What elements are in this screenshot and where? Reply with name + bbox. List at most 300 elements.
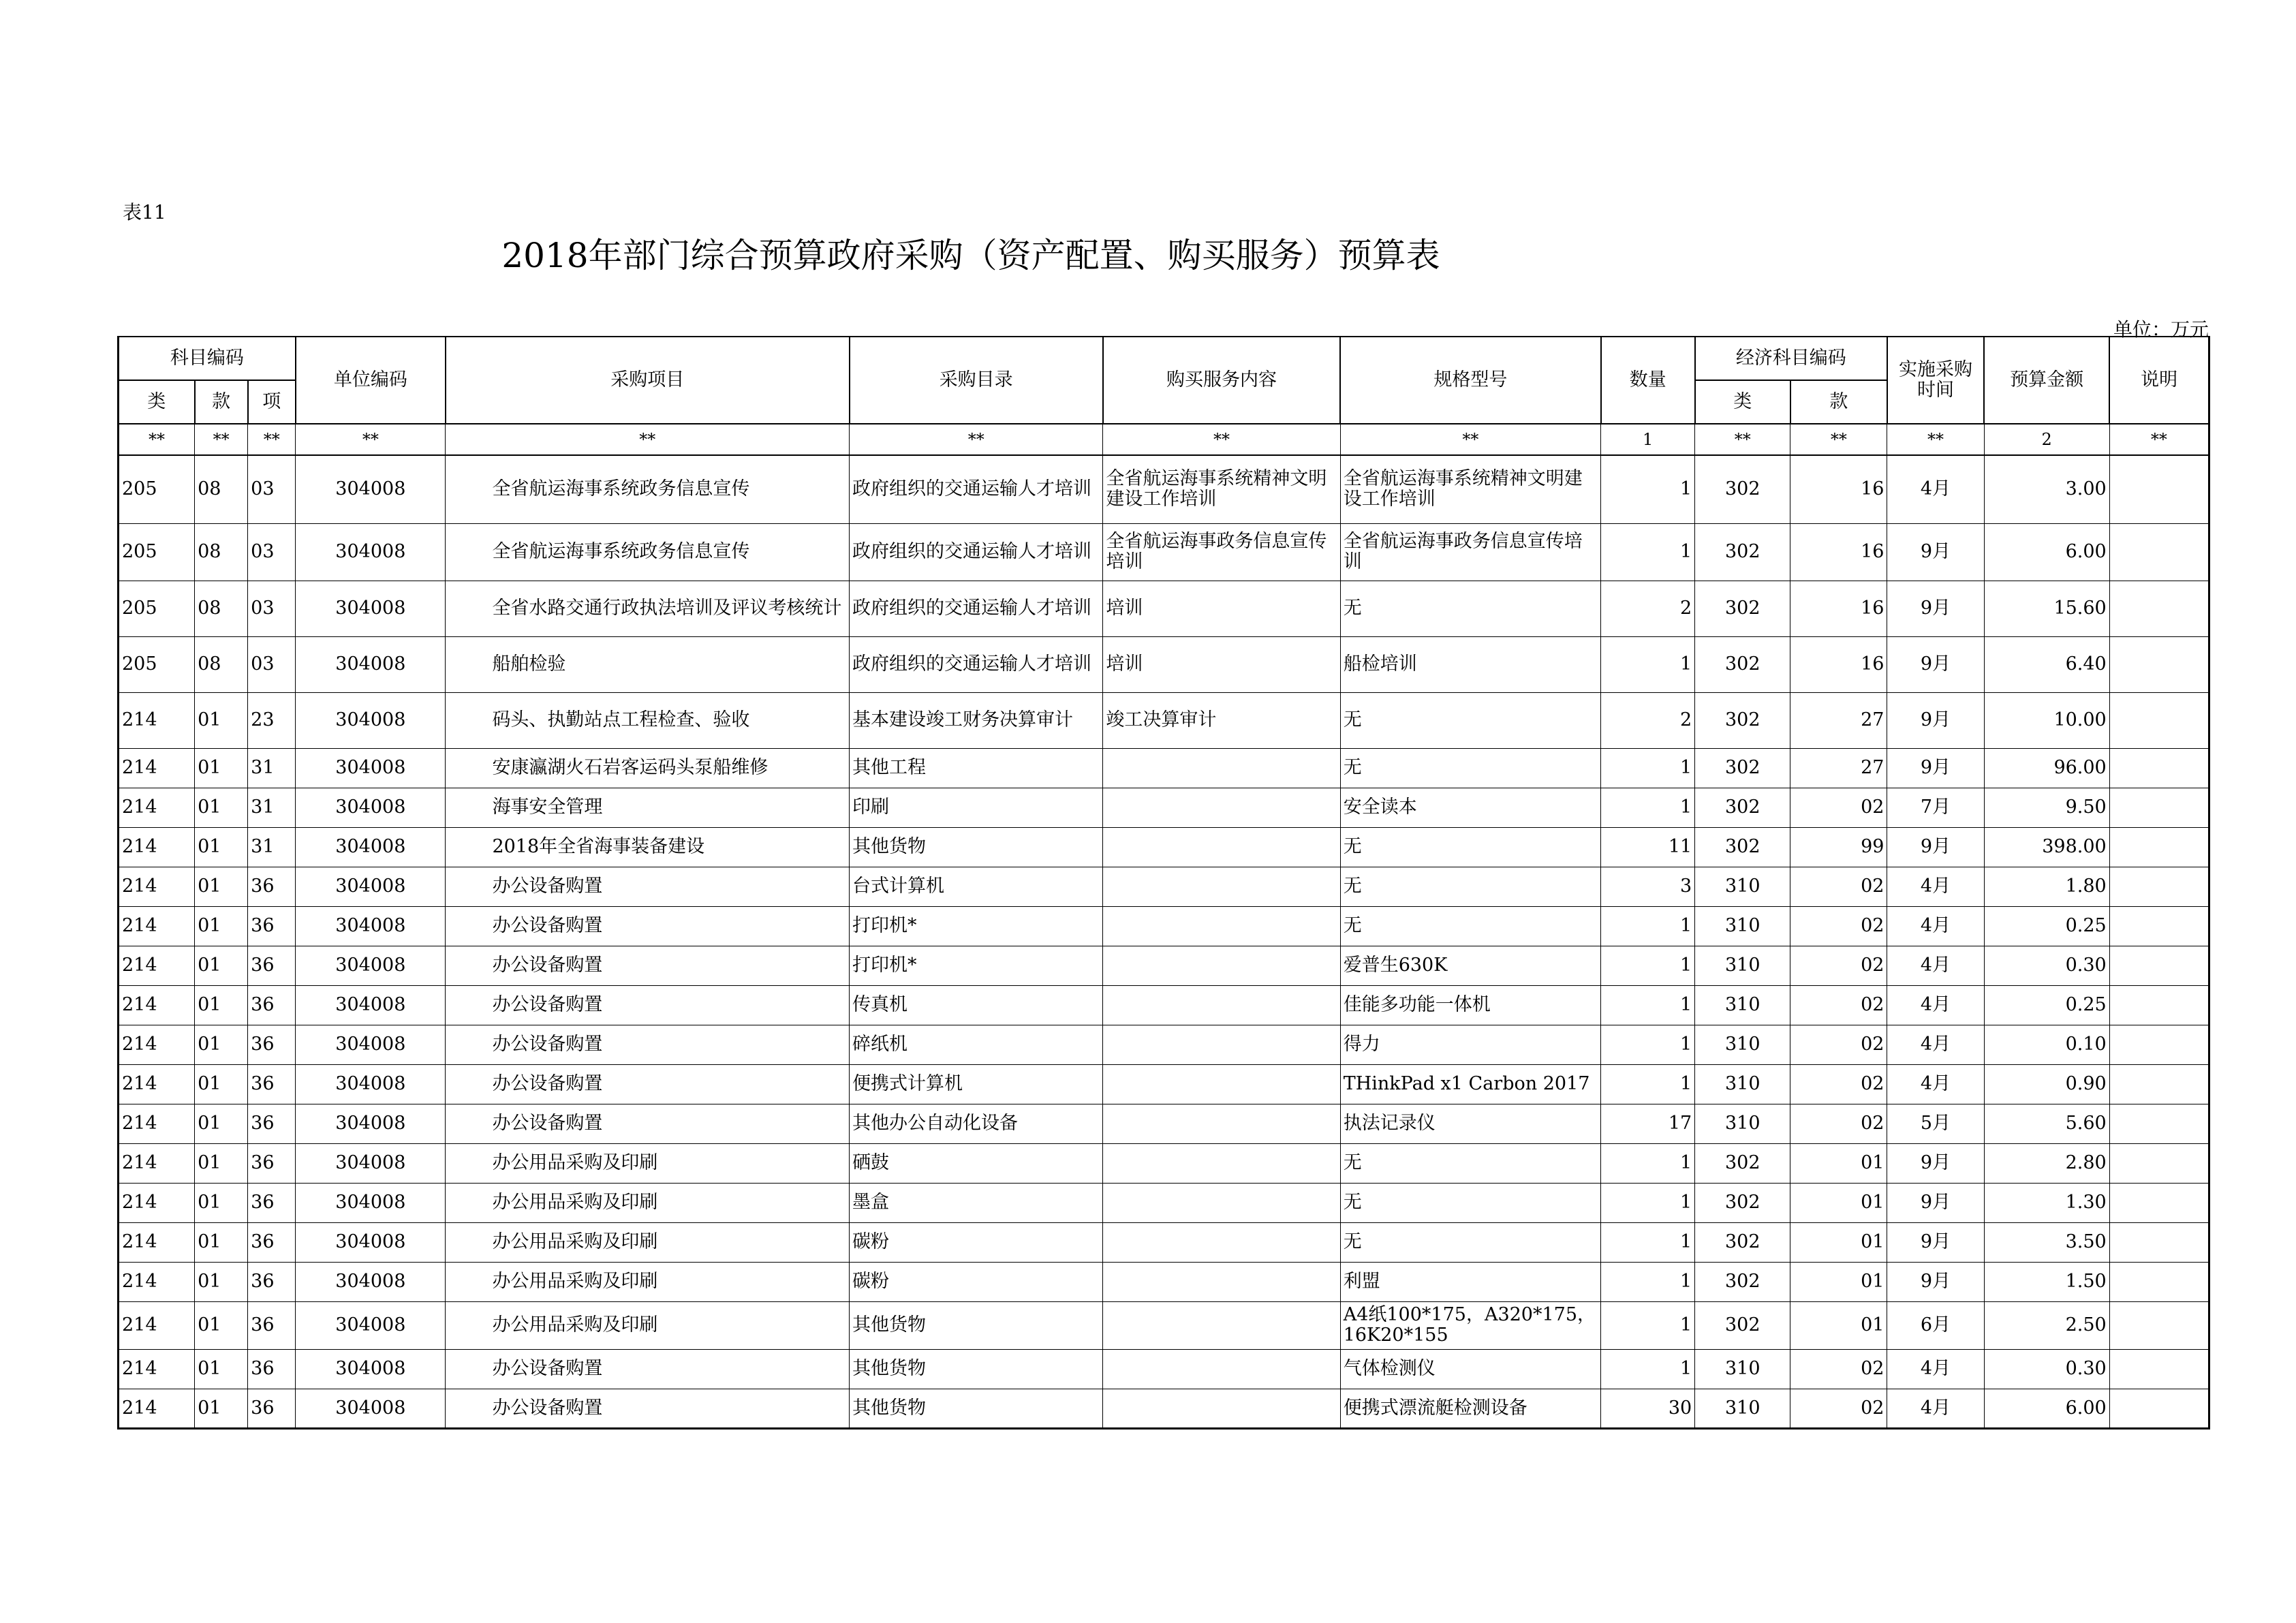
cell-amount: 0.90	[1984, 1064, 2109, 1104]
cell-service	[1103, 1143, 1340, 1183]
cell-time: 9月	[1887, 748, 1984, 788]
cell-note	[2109, 827, 2209, 867]
table-row	[119, 1104, 2209, 1143]
cell-note	[2109, 867, 2209, 906]
cell-project: 办公设备购置	[446, 867, 850, 906]
cell-service	[1103, 867, 1340, 906]
mark-cell: **	[1790, 424, 1887, 455]
cell-time: 4月	[1887, 946, 1984, 985]
cell-econ-lei: 302	[1695, 748, 1790, 788]
table-row	[119, 1064, 2209, 1104]
table-row	[119, 692, 2209, 748]
cell-project: 办公设备购置	[446, 906, 850, 946]
cell-catalog: 政府组织的交通运输人才培训	[850, 523, 1103, 581]
table-row	[119, 523, 2209, 581]
cell-amount: 5.60	[1984, 1104, 2109, 1143]
cell-econ-kuan: 02	[1790, 906, 1887, 946]
cell-time: 7月	[1887, 788, 1984, 827]
table-row	[119, 1349, 2209, 1389]
cell-amount: 6.40	[1984, 636, 2109, 692]
table-row	[119, 788, 2209, 827]
cell-unit-code: 304008	[296, 636, 446, 692]
cell-time: 4月	[1887, 1349, 1984, 1389]
cell-amount: 0.25	[1984, 906, 2109, 946]
cell-econ-kuan: 16	[1790, 581, 1887, 636]
mark-cell: **	[1887, 424, 1984, 455]
cell-lei: 214	[119, 1143, 195, 1183]
cell-spec: 便携式漂流艇检测设备	[1340, 1389, 1600, 1428]
cell-qty: 30	[1601, 1389, 1695, 1428]
cell-service	[1103, 1025, 1340, 1064]
cell-amount: 10.00	[1984, 692, 2109, 748]
cell-qty: 17	[1601, 1104, 1695, 1143]
col-catalog: 采购目录	[850, 337, 1103, 424]
cell-amount: 6.00	[1984, 523, 2109, 581]
cell-project: 办公设备购置	[446, 1349, 850, 1389]
cell-unit-code: 304008	[296, 692, 446, 748]
cell-econ-lei: 302	[1695, 523, 1790, 581]
cell-time: 9月	[1887, 1262, 1984, 1301]
cell-econ-kuan: 02	[1790, 1025, 1887, 1064]
table-row	[119, 1025, 2209, 1064]
mark-cell: **	[1695, 424, 1790, 455]
cell-service	[1103, 1349, 1340, 1389]
document-title: 2018年部门综合预算政府采购（资产配置、购买服务）预算表	[501, 236, 1440, 275]
cell-project: 办公设备购置	[446, 946, 850, 985]
table-row	[119, 1262, 2209, 1301]
cell-catalog: 其他工程	[850, 748, 1103, 788]
cell-lei: 214	[119, 1349, 195, 1389]
cell-kuan: 01	[195, 867, 248, 906]
table-row	[119, 946, 2209, 985]
cell-service	[1103, 1183, 1340, 1222]
cell-qty: 1	[1601, 748, 1695, 788]
cell-econ-lei: 302	[1695, 827, 1790, 867]
cell-xiang: 36	[248, 1349, 296, 1389]
cell-unit-code: 304008	[296, 946, 446, 985]
cell-spec: 无	[1340, 1183, 1600, 1222]
cell-project: 办公用品采购及印刷	[446, 1222, 850, 1262]
cell-service	[1103, 946, 1340, 985]
cell-note	[2109, 1389, 2209, 1428]
col-spec: 规格型号	[1340, 337, 1600, 424]
cell-unit-code: 304008	[296, 1104, 446, 1143]
cell-project: 全省水路交通行政执法培训及评议考核统计	[446, 581, 850, 636]
cell-service	[1103, 1262, 1340, 1301]
cell-xiang: 36	[248, 1064, 296, 1104]
cell-lei: 214	[119, 1301, 195, 1349]
cell-xiang: 36	[248, 985, 296, 1025]
mark-cell: **	[195, 424, 248, 455]
cell-econ-lei: 310	[1695, 1025, 1790, 1064]
cell-lei: 214	[119, 867, 195, 906]
table-row	[119, 985, 2209, 1025]
cell-amount: 1.30	[1984, 1183, 2109, 1222]
cell-unit-code: 304008	[296, 581, 446, 636]
cell-unit-code: 304008	[296, 906, 446, 946]
col-amount: 预算金额	[1984, 337, 2109, 424]
cell-qty: 1	[1601, 906, 1695, 946]
cell-xiang: 36	[248, 867, 296, 906]
cell-econ-kuan: 02	[1790, 1064, 1887, 1104]
cell-lei: 214	[119, 1262, 195, 1301]
table-number: 表11	[123, 201, 166, 223]
cell-note	[2109, 455, 2209, 523]
col-unit-code: 单位编码	[296, 337, 446, 424]
cell-spec: 利盟	[1340, 1262, 1600, 1301]
cell-amount: 15.60	[1984, 581, 2109, 636]
cell-qty: 11	[1601, 827, 1695, 867]
mark-cell: **	[2109, 424, 2209, 455]
table-row	[119, 1183, 2209, 1222]
cell-spec: 气体检测仪	[1340, 1349, 1600, 1389]
cell-qty: 1	[1601, 1143, 1695, 1183]
cell-spec: 无	[1340, 692, 1600, 748]
cell-spec: 船检培训	[1340, 636, 1600, 692]
cell-project: 船舶检验	[446, 636, 850, 692]
col-econ-kuan: 款	[1790, 380, 1887, 424]
cell-xiang: 36	[248, 1389, 296, 1428]
cell-amount: 398.00	[1984, 827, 2109, 867]
mark-cell: **	[850, 424, 1103, 455]
cell-note	[2109, 1349, 2209, 1389]
mark-cell: **	[296, 424, 446, 455]
col-econ-code: 经济科目编码	[1695, 337, 1887, 380]
cell-project: 办公用品采购及印刷	[446, 1143, 850, 1183]
cell-spec: 无	[1340, 581, 1600, 636]
cell-time: 4月	[1887, 985, 1984, 1025]
cell-xiang: 36	[248, 906, 296, 946]
cell-catalog: 碳粉	[850, 1222, 1103, 1262]
cell-project: 办公设备购置	[446, 1104, 850, 1143]
cell-service	[1103, 748, 1340, 788]
col-qty: 数量	[1601, 337, 1695, 424]
col-kuan: 款	[195, 380, 248, 424]
cell-time: 6月	[1887, 1301, 1984, 1349]
cell-kuan: 01	[195, 1262, 248, 1301]
mark-cell: **	[119, 424, 195, 455]
cell-unit-code: 304008	[296, 1301, 446, 1349]
cell-catalog: 便携式计算机	[850, 1064, 1103, 1104]
cell-project: 全省航运海事系统政务信息宣传	[446, 455, 850, 523]
cell-catalog: 墨盒	[850, 1183, 1103, 1222]
cell-econ-kuan: 02	[1790, 1389, 1887, 1428]
cell-amount: 0.25	[1984, 985, 2109, 1025]
cell-xiang: 36	[248, 1143, 296, 1183]
cell-spec: A4纸100*175，A320*175，16K20*155	[1340, 1301, 1600, 1349]
cell-qty: 1	[1601, 455, 1695, 523]
cell-spec: 无	[1340, 1143, 1600, 1183]
cell-econ-kuan: 02	[1790, 1104, 1887, 1143]
table-row	[119, 581, 2209, 636]
cell-lei: 214	[119, 1064, 195, 1104]
mark-cell: **	[248, 424, 296, 455]
cell-catalog: 台式计算机	[850, 867, 1103, 906]
cell-xiang: 36	[248, 1104, 296, 1143]
cell-unit-code: 304008	[296, 1025, 446, 1064]
cell-amount: 96.00	[1984, 748, 2109, 788]
cell-econ-lei: 310	[1695, 1389, 1790, 1428]
cell-amount: 3.00	[1984, 455, 2109, 523]
cell-unit-code: 304008	[296, 788, 446, 827]
cell-catalog: 打印机*	[850, 946, 1103, 985]
cell-project: 办公设备购置	[446, 1025, 850, 1064]
cell-catalog: 碎纸机	[850, 1025, 1103, 1064]
cell-catalog: 政府组织的交通运输人才培训	[850, 581, 1103, 636]
cell-note	[2109, 985, 2209, 1025]
cell-lei: 214	[119, 748, 195, 788]
cell-econ-lei: 302	[1695, 788, 1790, 827]
cell-catalog: 传真机	[850, 985, 1103, 1025]
cell-spec: 全省航运海事政务信息宣传培训	[1340, 523, 1600, 581]
cell-qty: 1	[1601, 1301, 1695, 1349]
cell-service	[1103, 1222, 1340, 1262]
cell-spec: 爱普生630K	[1340, 946, 1600, 985]
cell-note	[2109, 788, 2209, 827]
cell-project: 办公设备购置	[446, 1389, 850, 1428]
cell-unit-code: 304008	[296, 1262, 446, 1301]
mark-cell: **	[446, 424, 850, 455]
cell-econ-kuan: 01	[1790, 1262, 1887, 1301]
cell-project: 码头、执勤站点工程检查、验收	[446, 692, 850, 748]
cell-xiang: 03	[248, 455, 296, 523]
cell-project: 办公用品采购及印刷	[446, 1183, 850, 1222]
col-note: 说明	[2109, 337, 2209, 424]
cell-econ-lei: 302	[1695, 1183, 1790, 1222]
cell-service	[1103, 1064, 1340, 1104]
cell-catalog: 政府组织的交通运输人才培训	[850, 636, 1103, 692]
cell-qty: 1	[1601, 1222, 1695, 1262]
cell-time: 9月	[1887, 1222, 1984, 1262]
table-row	[119, 748, 2209, 788]
cell-project: 安康瀛湖火石岩客运码头泵船维修	[446, 748, 850, 788]
cell-note	[2109, 906, 2209, 946]
col-service: 购买服务内容	[1103, 337, 1340, 424]
cell-note	[2109, 1064, 2209, 1104]
col-subject-code: 科目编码	[119, 337, 296, 380]
cell-unit-code: 304008	[296, 867, 446, 906]
cell-note	[2109, 1222, 2209, 1262]
budget-table	[117, 336, 2210, 1429]
cell-spec: THinkPad x1 Carbon 2017	[1340, 1064, 1600, 1104]
col-xiang: 项	[248, 380, 296, 424]
cell-econ-kuan: 01	[1790, 1301, 1887, 1349]
cell-note	[2109, 1025, 2209, 1064]
cell-spec: 安全读本	[1340, 788, 1600, 827]
cell-econ-lei: 302	[1695, 1301, 1790, 1349]
cell-note	[2109, 692, 2209, 748]
cell-lei: 214	[119, 1222, 195, 1262]
table-row	[119, 867, 2209, 906]
cell-econ-kuan: 01	[1790, 1222, 1887, 1262]
cell-econ-kuan: 02	[1790, 867, 1887, 906]
table-row	[119, 636, 2209, 692]
cell-lei: 214	[119, 788, 195, 827]
cell-time: 9月	[1887, 523, 1984, 581]
mark-cell: **	[1103, 424, 1340, 455]
cell-time: 4月	[1887, 1064, 1984, 1104]
cell-xiang: 31	[248, 827, 296, 867]
cell-lei: 214	[119, 985, 195, 1025]
cell-kuan: 08	[195, 581, 248, 636]
cell-amount: 2.50	[1984, 1301, 2109, 1349]
cell-service	[1103, 788, 1340, 827]
cell-unit-code: 304008	[296, 1349, 446, 1389]
cell-catalog: 其他货物	[850, 1301, 1103, 1349]
cell-time: 4月	[1887, 867, 1984, 906]
cell-lei: 205	[119, 523, 195, 581]
cell-time: 9月	[1887, 1143, 1984, 1183]
cell-note	[2109, 748, 2209, 788]
cell-service: 竣工决算审计	[1103, 692, 1340, 748]
cell-unit-code: 304008	[296, 827, 446, 867]
cell-xiang: 03	[248, 523, 296, 581]
cell-econ-lei: 310	[1695, 867, 1790, 906]
table-row	[119, 1143, 2209, 1183]
cell-service	[1103, 827, 1340, 867]
cell-unit-code: 304008	[296, 455, 446, 523]
cell-spec: 执法记录仪	[1340, 1104, 1600, 1143]
cell-qty: 1	[1601, 946, 1695, 985]
cell-project: 办公用品采购及印刷	[446, 1262, 850, 1301]
cell-note	[2109, 1183, 2209, 1222]
cell-econ-lei: 302	[1695, 1222, 1790, 1262]
cell-kuan: 01	[195, 1064, 248, 1104]
header-row-1	[119, 337, 2209, 380]
cell-kuan: 01	[195, 1183, 248, 1222]
cell-qty: 1	[1601, 523, 1695, 581]
cell-spec: 无	[1340, 906, 1600, 946]
cell-catalog: 政府组织的交通运输人才培训	[850, 455, 1103, 523]
cell-econ-kuan: 16	[1790, 455, 1887, 523]
cell-econ-lei: 310	[1695, 1064, 1790, 1104]
cell-kuan: 01	[195, 906, 248, 946]
cell-qty: 2	[1601, 581, 1695, 636]
cell-service	[1103, 1301, 1340, 1349]
cell-econ-kuan: 27	[1790, 748, 1887, 788]
cell-kuan: 01	[195, 748, 248, 788]
cell-amount: 0.30	[1984, 946, 2109, 985]
cell-xiang: 03	[248, 636, 296, 692]
cell-time: 9月	[1887, 581, 1984, 636]
cell-qty: 1	[1601, 985, 1695, 1025]
table-row	[119, 1389, 2209, 1428]
cell-xiang: 36	[248, 1262, 296, 1301]
cell-kuan: 01	[195, 1301, 248, 1349]
cell-amount: 3.50	[1984, 1222, 2109, 1262]
cell-service	[1103, 906, 1340, 946]
cell-project: 办公设备购置	[446, 985, 850, 1025]
cell-time: 9月	[1887, 692, 1984, 748]
cell-amount: 1.80	[1984, 867, 2109, 906]
cell-kuan: 08	[195, 455, 248, 523]
mark-cell: 1	[1601, 424, 1695, 455]
cell-kuan: 01	[195, 788, 248, 827]
cell-econ-lei: 310	[1695, 946, 1790, 985]
cell-xiang: 36	[248, 1025, 296, 1064]
cell-catalog: 其他货物	[850, 827, 1103, 867]
cell-catalog: 硒鼓	[850, 1143, 1103, 1183]
cell-econ-kuan: 27	[1790, 692, 1887, 748]
cell-qty: 1	[1601, 1025, 1695, 1064]
cell-time: 4月	[1887, 455, 1984, 523]
table-row	[119, 1222, 2209, 1262]
cell-lei: 214	[119, 1104, 195, 1143]
cell-lei: 205	[119, 455, 195, 523]
cell-qty: 1	[1601, 1064, 1695, 1104]
cell-catalog: 其他货物	[850, 1349, 1103, 1389]
cell-kuan: 01	[195, 1222, 248, 1262]
marks-row	[119, 424, 2209, 455]
cell-spec: 无	[1340, 748, 1600, 788]
cell-service	[1103, 1104, 1340, 1143]
cell-note	[2109, 523, 2209, 581]
cell-unit-code: 304008	[296, 748, 446, 788]
cell-service: 全省航运海事政务信息宣传培训	[1103, 523, 1340, 581]
cell-time: 4月	[1887, 906, 1984, 946]
cell-note	[2109, 1262, 2209, 1301]
mark-cell: **	[1340, 424, 1600, 455]
col-project: 采购项目	[446, 337, 850, 424]
cell-xiang: 36	[248, 1183, 296, 1222]
cell-econ-kuan: 02	[1790, 1349, 1887, 1389]
cell-project: 办公用品采购及印刷	[446, 1301, 850, 1349]
cell-qty: 3	[1601, 867, 1695, 906]
cell-service: 培训	[1103, 581, 1340, 636]
cell-service	[1103, 985, 1340, 1025]
cell-unit-code: 304008	[296, 1143, 446, 1183]
cell-spec: 无	[1340, 867, 1600, 906]
cell-spec: 全省航运海事系统精神文明建设工作培训	[1340, 455, 1600, 523]
table-row	[119, 1301, 2209, 1349]
cell-unit-code: 304008	[296, 1064, 446, 1104]
cell-catalog: 其他办公自动化设备	[850, 1104, 1103, 1143]
cell-econ-lei: 302	[1695, 1262, 1790, 1301]
unit-label: 单位：万元	[2113, 318, 2209, 341]
cell-econ-lei: 310	[1695, 1104, 1790, 1143]
cell-service	[1103, 1389, 1340, 1428]
cell-catalog: 其他货物	[850, 1389, 1103, 1428]
cell-econ-lei: 310	[1695, 1349, 1790, 1389]
cell-lei: 214	[119, 946, 195, 985]
cell-econ-lei: 302	[1695, 636, 1790, 692]
col-lei: 类	[119, 380, 195, 424]
cell-time: 9月	[1887, 827, 1984, 867]
cell-unit-code: 304008	[296, 985, 446, 1025]
cell-note	[2109, 636, 2209, 692]
cell-lei: 214	[119, 827, 195, 867]
cell-amount: 9.50	[1984, 788, 2109, 827]
cell-catalog: 印刷	[850, 788, 1103, 827]
cell-service: 全省航运海事系统精神文明建设工作培训	[1103, 455, 1340, 523]
cell-catalog: 打印机*	[850, 906, 1103, 946]
cell-unit-code: 304008	[296, 1222, 446, 1262]
col-econ-lei: 类	[1695, 380, 1790, 424]
cell-kuan: 01	[195, 1389, 248, 1428]
cell-spec: 得力	[1340, 1025, 1600, 1064]
cell-kuan: 08	[195, 636, 248, 692]
cell-qty: 1	[1601, 636, 1695, 692]
cell-econ-kuan: 01	[1790, 1143, 1887, 1183]
cell-kuan: 01	[195, 1025, 248, 1064]
cell-amount: 0.10	[1984, 1025, 2109, 1064]
cell-qty: 1	[1601, 1262, 1695, 1301]
table-row	[119, 455, 2209, 523]
cell-amount: 2.80	[1984, 1143, 2109, 1183]
cell-xiang: 36	[248, 946, 296, 985]
cell-xiang: 36	[248, 1222, 296, 1262]
cell-kuan: 01	[195, 1349, 248, 1389]
